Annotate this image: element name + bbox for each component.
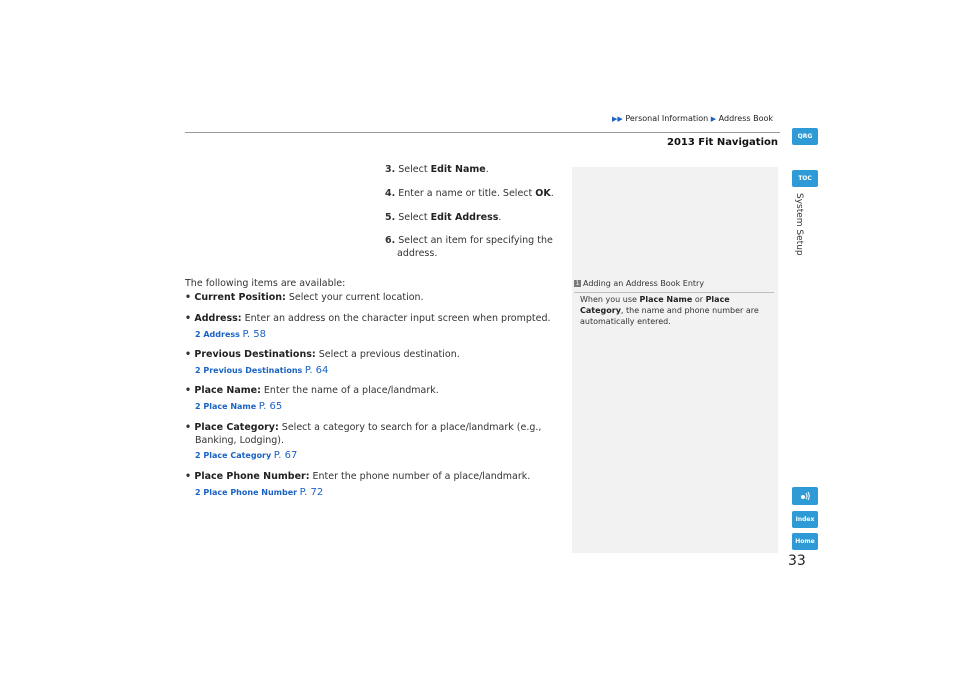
- bullet-icon: •: [185, 312, 195, 324]
- breadcrumb-arrow-icon: ▶: [710, 115, 717, 123]
- list-item: [185, 422, 565, 463]
- cross-reference-link[interactable]: 2 Place Phone Number P. 72: [195, 486, 324, 498]
- breadcrumb-arrow-icon: ▶▶: [612, 115, 623, 123]
- cross-reference-link[interactable]: 2 Place Name P. 65: [195, 401, 283, 413]
- step-item: 5. Select Edit Address.: [385, 211, 502, 223]
- bullet-icon: •: [185, 385, 195, 397]
- items-intro: The following items are available:: [185, 278, 346, 289]
- step-keyword: Edit Name: [430, 164, 486, 175]
- header-divider: [185, 132, 780, 133]
- xref-arrow-icon: 2: [195, 329, 204, 339]
- step-list: [385, 164, 565, 272]
- voice-command-tab-button[interactable]: [792, 487, 818, 505]
- xref-arrow-icon: 2: [195, 487, 204, 497]
- item-term: Place Name:: [194, 385, 261, 397]
- bullet-icon: •: [185, 349, 195, 361]
- breadcrumb-item-address-book[interactable]: Address Book: [718, 114, 773, 123]
- breadcrumb-item-personal-information[interactable]: Personal Information: [625, 114, 709, 123]
- qrg-tab-button[interactable]: QRG: [792, 128, 818, 145]
- item-term: Current Position:: [194, 292, 286, 303]
- item-term: Place Phone Number:: [194, 470, 310, 482]
- item-desc: Select a previous destination.: [315, 349, 460, 361]
- document-title: 2013 Fit Navigation: [666, 137, 778, 148]
- home-tab-button[interactable]: Home: [792, 533, 818, 550]
- list-item: [185, 292, 565, 305]
- breadcrumb: [612, 114, 773, 123]
- item-desc: Enter an address on the character input screen when prompted.: [241, 312, 551, 324]
- item-list: [185, 292, 565, 507]
- list-item: [185, 349, 565, 377]
- xref-arrow-icon: 2: [195, 365, 204, 375]
- voice-command-icon: [799, 490, 811, 502]
- note-title: 1 Adding an Address Book Entry: [574, 279, 774, 293]
- item-desc: Select a category to search for a place/landmark (e.g., Banking, Lodging).: [195, 421, 542, 446]
- item-desc: Enter the phone number of a place/landmark.: [309, 470, 531, 482]
- bullet-icon: •: [185, 421, 195, 433]
- list-item: [185, 313, 565, 341]
- cross-reference-link[interactable]: 2 Place Category P. 67: [195, 450, 298, 462]
- page-number: 33: [788, 553, 806, 569]
- item-desc: Enter the name of a place/landmark.: [260, 385, 439, 397]
- cross-reference-link[interactable]: 2 Previous Destinations P. 64: [195, 364, 329, 376]
- item-term: Place Category:: [194, 421, 279, 433]
- list-item: [185, 471, 565, 499]
- note-panel: [572, 167, 778, 553]
- step-item: 4. Enter a name or title. Select OK.: [385, 187, 554, 199]
- item-desc: Select your current location.: [285, 292, 424, 303]
- cross-reference-link[interactable]: 2 Address P. 58: [195, 328, 267, 340]
- note-body: When you use Place Name or Place Category, the name and phone number are automatically entered.: [580, 295, 759, 327]
- step-item: 6. Select an item for specifying the address.: [385, 235, 553, 260]
- index-tab-button[interactable]: Index: [792, 511, 818, 528]
- step-keyword: OK: [535, 187, 551, 199]
- step-item: 3. Select Edit Name.: [385, 164, 489, 175]
- bullet-icon: •: [185, 470, 195, 482]
- step-keyword: Edit Address: [430, 211, 499, 223]
- xref-arrow-icon: 2: [195, 402, 204, 412]
- item-term: Previous Destinations:: [194, 349, 316, 361]
- bullet-icon: •: [185, 292, 195, 303]
- list-item: [185, 385, 565, 413]
- item-term: Address:: [194, 312, 242, 324]
- toc-tab-button[interactable]: TOC: [792, 170, 818, 187]
- section-label: System Setup: [794, 193, 804, 256]
- note-icon: 1: [575, 280, 580, 287]
- xref-arrow-icon: 2: [195, 451, 204, 461]
